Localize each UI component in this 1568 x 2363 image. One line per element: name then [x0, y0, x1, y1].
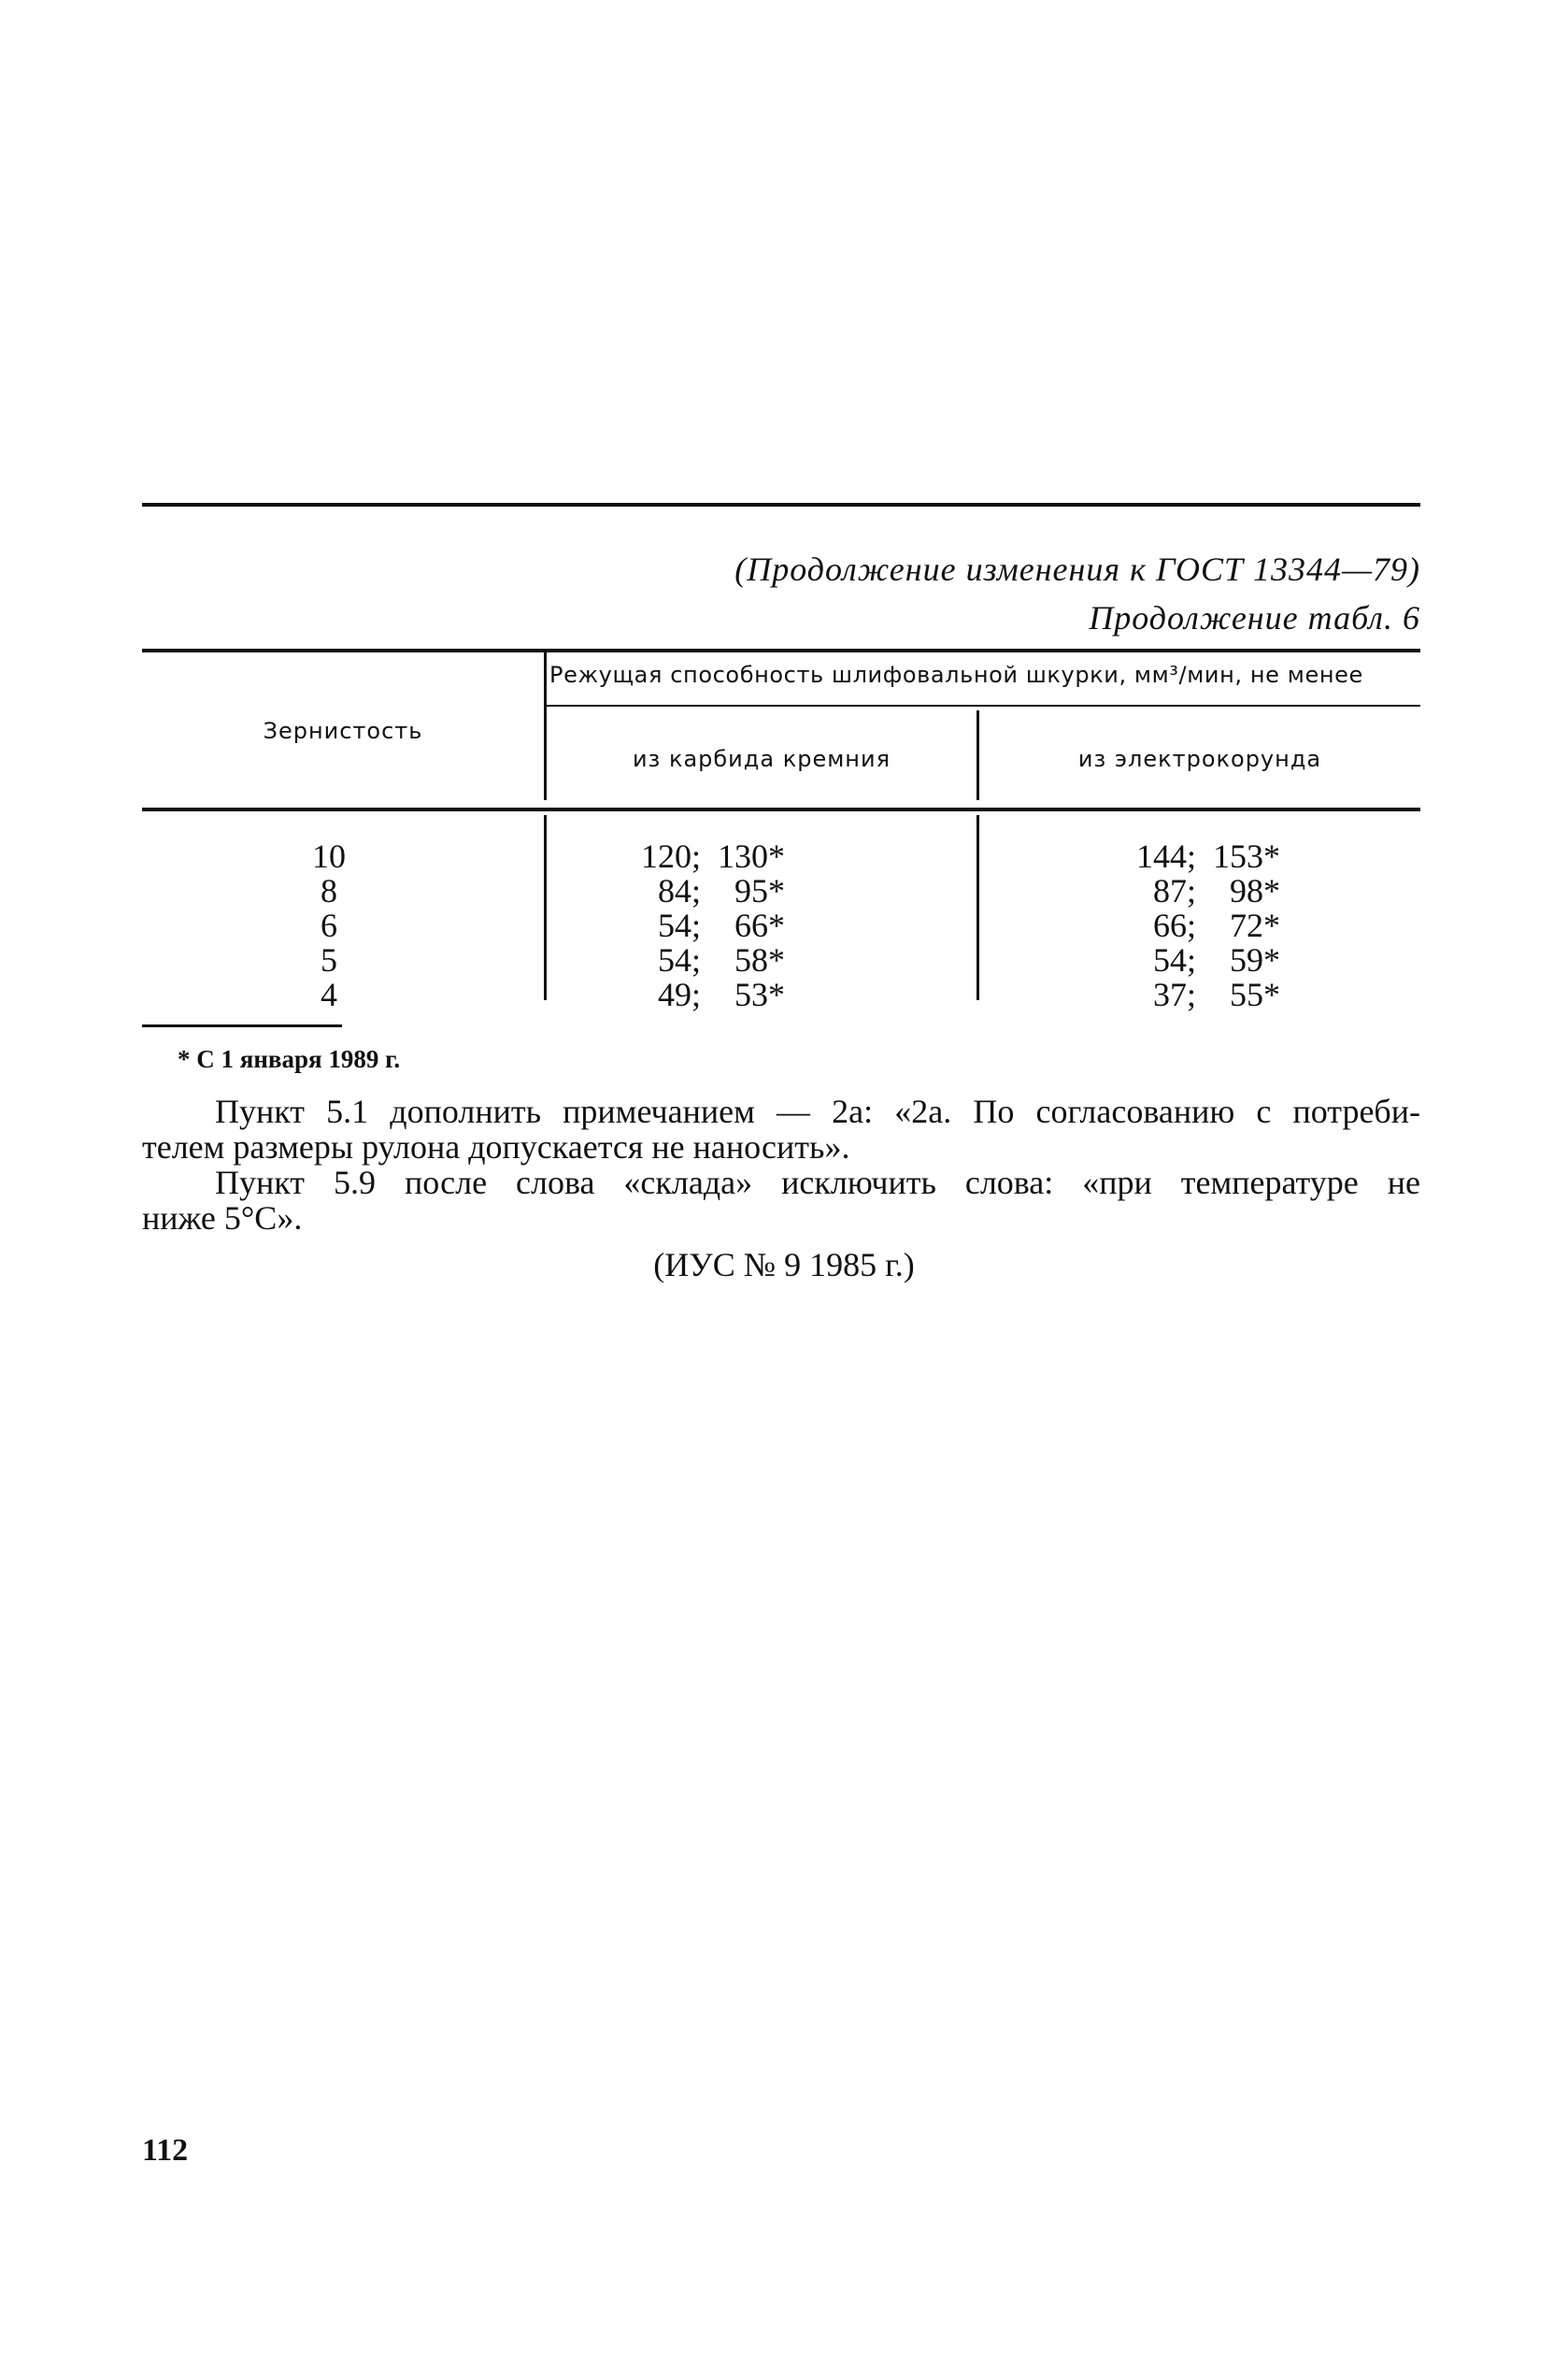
corundum-cell	[1112, 943, 1280, 978]
sic-column	[617, 839, 785, 1012]
corundum-value-a: 144;	[1135, 838, 1196, 875]
grit-cell: 4	[321, 976, 337, 1013]
table-top-rule	[142, 649, 1420, 652]
sic-value-b: 130*	[718, 838, 785, 875]
sic-value-b: 53*	[734, 976, 785, 1013]
corundum-value-b: 98*	[1230, 872, 1280, 909]
corundum-value-a: 54;	[1152, 941, 1196, 979]
corundum-cell	[1112, 909, 1280, 943]
table-vline-2-body	[976, 815, 979, 1000]
paragraph-5-1-line-1: Пункт 5.1 дополнить примечанием — 2а: «2а. По согласованию с потреби-	[215, 1093, 1420, 1130]
top-rule	[142, 503, 1420, 507]
table-vline-1	[544, 651, 547, 800]
grit-cell: 8	[321, 872, 337, 909]
continuation-title: (Продолжение изменения к ГОСТ 13344—79)	[734, 551, 1420, 588]
corundum-value-b: 59*	[1230, 941, 1280, 979]
source-reference: (ИУС № 9 1985 г.)	[653, 1246, 915, 1283]
grit-cell: 6	[321, 907, 337, 944]
sic-value-a: 120;	[640, 838, 701, 875]
corundum-value-a: 37;	[1152, 976, 1196, 1013]
footnote-rule	[142, 1024, 342, 1027]
corundum-column	[1112, 839, 1280, 1012]
paragraph-5-9-line-1: Пункт 5.9 после слова «склада» исключить слова: «при температуре не	[215, 1164, 1420, 1201]
footnote: * С 1 января 1989 г.	[178, 1045, 401, 1073]
sic-cell	[617, 839, 785, 874]
col-header-grit: Зернистость	[263, 718, 423, 744]
corundum-value-b: 72*	[1230, 907, 1280, 944]
sic-value-b: 58*	[734, 941, 785, 979]
corundum-value-a: 87;	[1152, 872, 1196, 909]
page-number: 112	[142, 2133, 189, 2168]
paragraph-5-1-line-2: телем размеры рулона допускается не наносить».	[142, 1128, 850, 1166]
paragraph-5-9-line-2: ниже 5°С».	[142, 1199, 303, 1237]
sic-cell	[617, 909, 785, 943]
col-header-group: Режущая способность шлифовальной шкурки, мм³/мин, не менее	[549, 662, 1363, 688]
corundum-cell	[1112, 978, 1280, 1012]
corundum-value-b: 55*	[1230, 976, 1280, 1013]
sic-value-a: 54;	[657, 941, 701, 979]
col-header-corundum: из электрокорунда	[1077, 746, 1322, 772]
corundum-cell	[1112, 874, 1280, 909]
corundum-value-b: 153*	[1213, 838, 1280, 875]
sic-cell	[617, 874, 785, 909]
table-header-bottom-rule	[142, 808, 1420, 811]
table-continuation-label: Продолжение табл. 6	[1089, 599, 1420, 637]
col-header-sic: из карбида кремния	[632, 746, 891, 772]
sic-value-b: 95*	[734, 872, 785, 909]
sic-value-a: 49;	[657, 976, 701, 1013]
table-vline-1-body	[544, 815, 547, 1000]
sic-cell	[617, 978, 785, 1012]
grit-column	[142, 839, 516, 1012]
grit-cell: 10	[312, 838, 346, 875]
sic-cell	[617, 943, 785, 978]
sic-value-a: 84;	[657, 872, 701, 909]
corundum-value-a: 66;	[1152, 907, 1196, 944]
group-header-rule	[546, 705, 1420, 707]
corundum-cell	[1112, 839, 1280, 874]
grit-cell: 5	[321, 941, 337, 979]
sic-value-a: 54;	[657, 907, 701, 944]
sic-value-b: 66*	[734, 907, 785, 944]
